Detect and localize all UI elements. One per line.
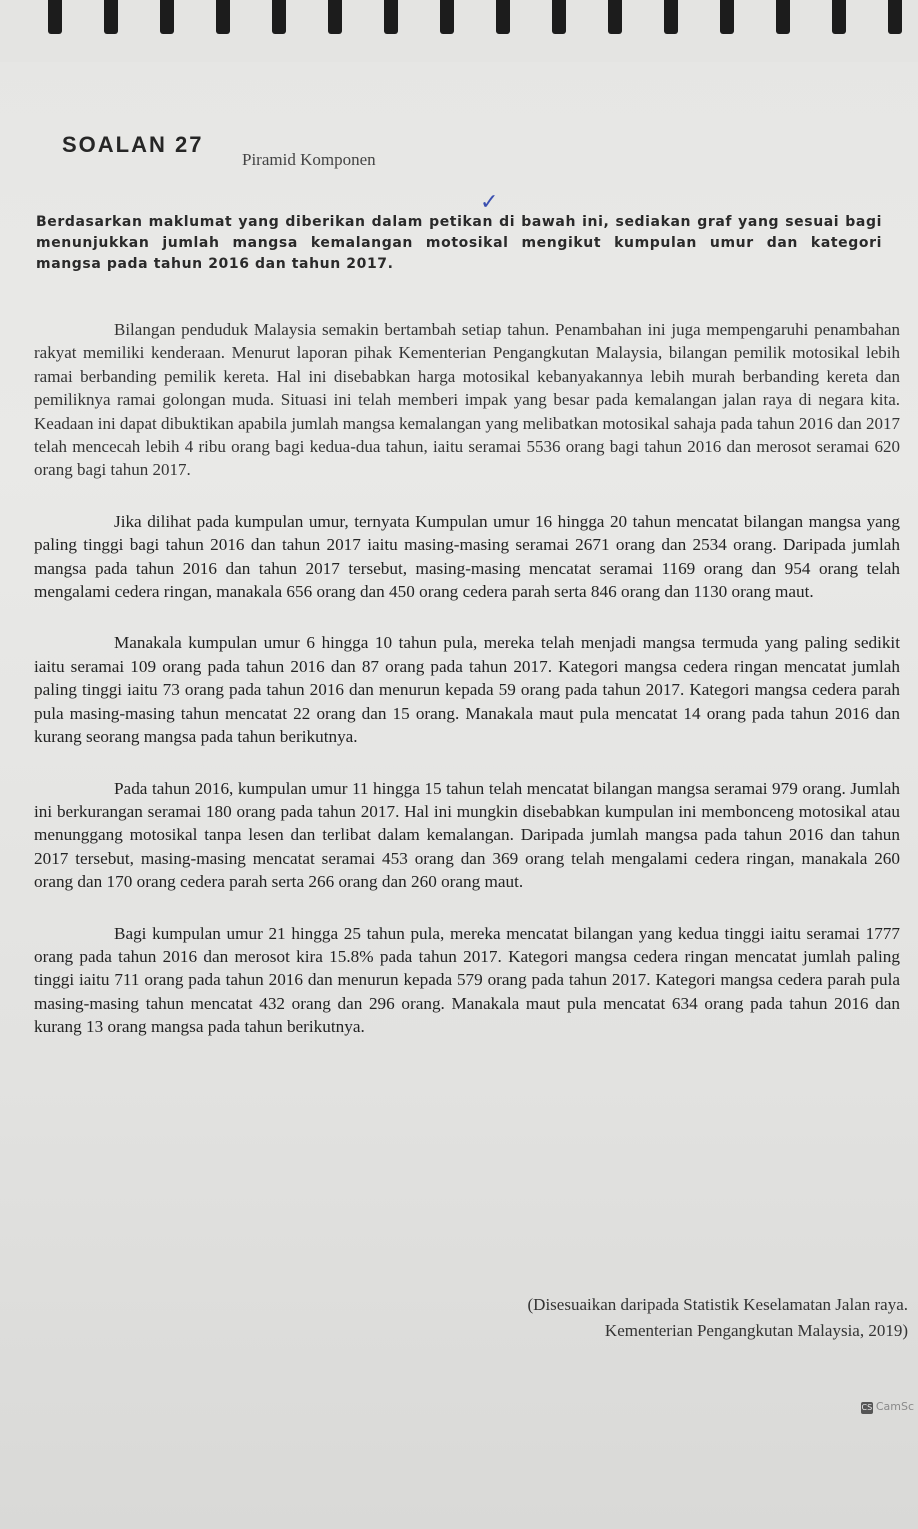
question-instruction: Berdasarkan maklumat yang diberikan dalam petikan di bawah ini, sediakan graf yang sesuai bagi menunjukkan jumlah mangsa kemalangan motosikal mengikut kumpulan umur dan kategori mangsa pada tahun 2016 dan tahun 2017. xyxy=(36,214,882,272)
camscanner-icon: CS xyxy=(861,1403,873,1412)
passage-paragraph: Jika dilihat pada kumpulan umur, ternyata Kumpulan umur 16 hingga 20 tahun mencatat bilangan mangsa yang paling tinggi bagi tahun 2016 dan tahun 2017 iaitu masing-masing seramai 2671 orang dan 2534 orang. Daripada jumlah mangsa pada tahun 2016 dan tahun 2017 tersebut, masing-masing mencatat seramai 1169 orang dan 954 orang telah mengalami cedera ringan, manakala 656 orang dan 450 orang cedera parah serta 846 orang dan 1130 orang maut. xyxy=(34,511,900,602)
binding-ring xyxy=(888,0,902,34)
passage-paragraph: Manakala kumpulan umur 6 hingga 10 tahun pula, mereka telah menjadi mangsa termuda yang paling sedikit iaitu seramai 109 orang pada tahun 2016 dan 87 orang pada tahun 2017. Kategori mangsa cedera ringan mencatat jumlah paling tinggi iaitu 73 orang pada tahun 2016 dan menurun kepada 59 orang pada tahun 2017. Kategori mangsa cedera parah pula masing-masing tahun mencatat 22 orang dan 15 orang. Manakala maut pula mencatat 14 orang pada tahun 2016 dan kurang seorang mangsa pada tahun berikutnya. xyxy=(34,633,900,747)
question-subtitle: Piramid Komponen xyxy=(242,150,376,169)
binding-ring xyxy=(48,0,62,34)
binding-ring xyxy=(272,0,286,34)
binding-ring xyxy=(832,0,846,34)
question-title: SOALAN 27 xyxy=(62,132,204,157)
binding-ring xyxy=(328,0,342,34)
binding-ring xyxy=(384,0,398,34)
binding-ring xyxy=(216,0,230,34)
check-mark-icon: ✓ xyxy=(480,190,499,215)
question-header xyxy=(62,132,882,172)
passage xyxy=(34,318,900,1067)
watermark-text: CamSc xyxy=(875,1400,914,1413)
passage-paragraph: Bilangan penduduk Malaysia semakin bertambah setiap tahun. Penambahan ini juga mempengaruhi penambahan rakyat memiliki kenderaan. Menurut laporan pihak Kementerian Pengangkutan Malaysia, bilangan pemilik motosikal lebih ramai berbanding pemilik kereta. Hal ini disebabkan harga motosikal kebanyakannya lebih murah berbanding kereta dan pemiliknya ramai golongan muda. Situasi ini telah memberi impak yang besar pada kemalangan jalan raya di negara kita. Keadaan ini dapat dibuktikan apabila jumlah mangsa kemalangan yang melibatkan motosikal sahaja pada tahun 2016 dan 2017 telah mencecah lebih 4 ribu orang bagi kedua-dua tahun, iaitu seramai 5536 orang bagi tahun 2016 dan merosot seramai 620 orang bagi tahun 2017. xyxy=(34,320,900,480)
binding-ring xyxy=(664,0,678,34)
binding-ring xyxy=(776,0,790,34)
passage-paragraph: Pada tahun 2016, kumpulan umur 11 hingga 15 tahun telah mencatat bilangan mangsa seramai 979 orang. Jumlah ini berkurangan seramai 180 orang pada tahun 2017. Hal ini mungkin disebabkan kumpulan ini membonceng motosikal atau menunggang motosikal tanpa lesen dan terlibat dalam kemalangan. Daripada jumlah mangsa pada tahun 2016 dan tahun 2017 tersebut, masing-masing mencatat seramai 453 orang dan 369 orang telah mengalami cedera ringan, manakala 260 orang dan 170 orang cedera parah serta 266 orang dan 260 orang maut. xyxy=(34,778,900,892)
binding-ring xyxy=(440,0,454,34)
spiral-binding xyxy=(0,0,918,62)
source-line: Kementerian Pengangkutan Malaysia, 2019) xyxy=(604,1321,908,1340)
passage-paragraph: Bagi kumpulan umur 21 hingga 25 tahun pula, mereka mencatat bilangan yang kedua tinggi iaitu seramai 1777 orang pada tahun 2016 dan merosot kira 15.8% pada tahun 2017. Kategori mangsa cedera ringan mencatat jumlah paling tinggi iaitu 711 orang pada tahun 2016 dan menurun kepada 579 orang pada tahun 2017. Kategori mangsa cedera parah pula masing-masing tahun mencatat 432 orang dan 296 orang. Manakala maut pula mencatat 634 orang pada tahun 2016 dan kurang 13 orang mangsa pada tahun berikutnya. xyxy=(34,923,900,1037)
binding-ring xyxy=(160,0,174,34)
binding-ring xyxy=(720,0,734,34)
scanner-watermark xyxy=(861,1400,914,1414)
binding-ring xyxy=(496,0,510,34)
binding-ring xyxy=(608,0,622,34)
source-citation xyxy=(348,1292,908,1344)
binding-ring xyxy=(552,0,566,34)
source-line: (Disesuaikan daripada Statistik Keselamatan Jalan raya. xyxy=(527,1295,908,1314)
binding-ring xyxy=(104,0,118,34)
